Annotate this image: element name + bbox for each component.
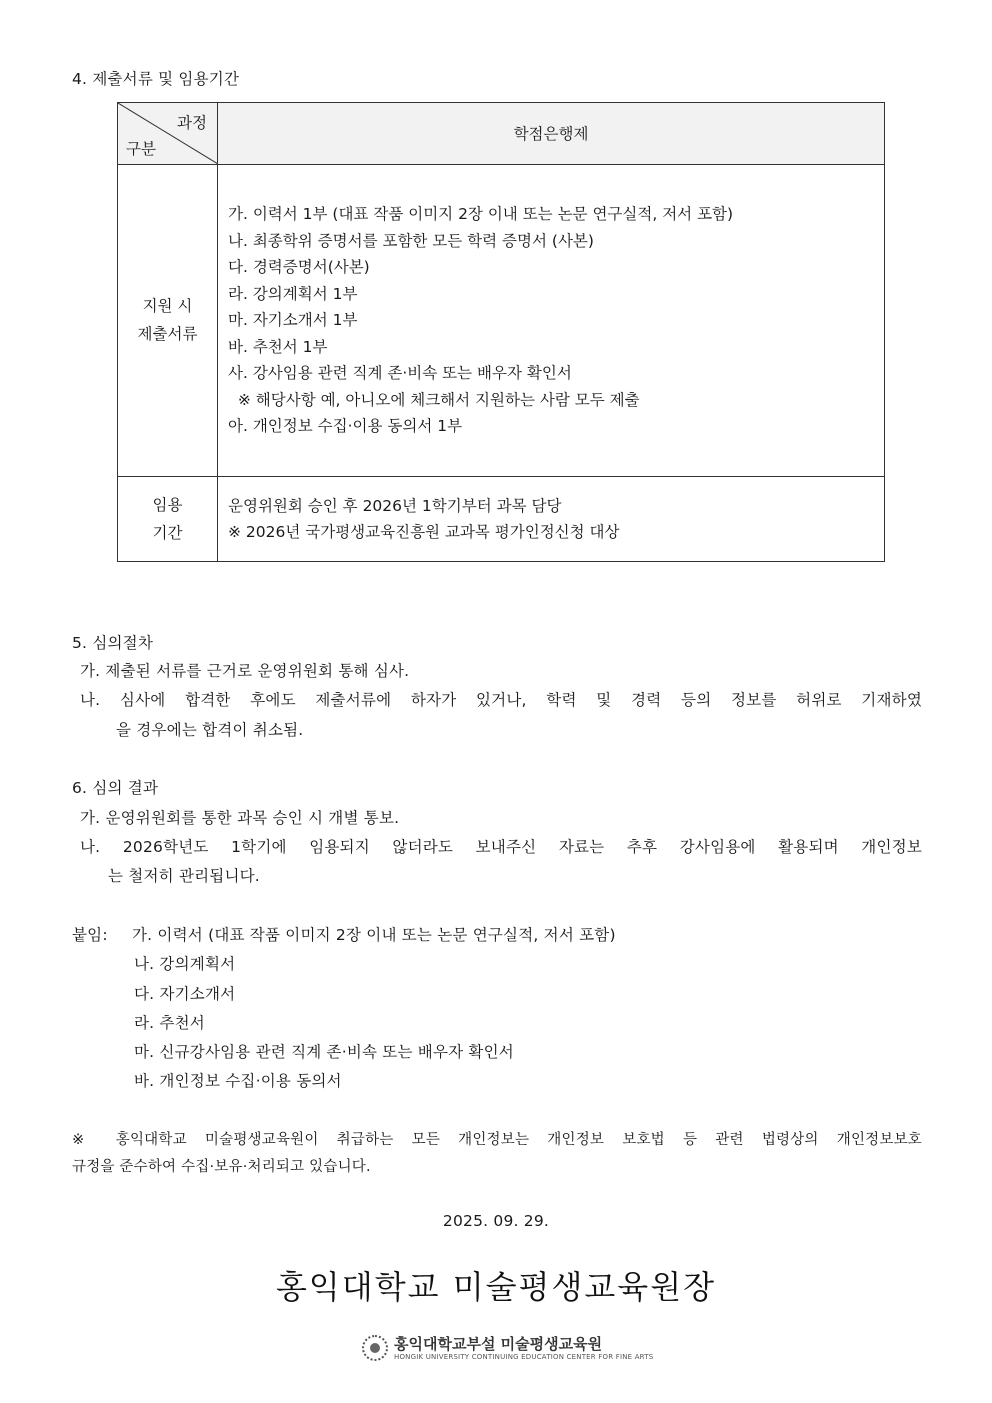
list-item: 다. 경력증명서(사본) (228, 258, 370, 276)
seal-icon (362, 1335, 388, 1361)
row-label-documents: 지원 시 제출서류 (118, 165, 218, 477)
list-item: 마. 자기소개서 1부 (228, 311, 358, 329)
document-date: 2025. 09. 29. (442, 1212, 550, 1230)
institution-logo (362, 1333, 654, 1367)
list-item: 라. 강의계획서 1부 (228, 284, 358, 303)
attachment-item: 가. 이력서 (대표 작품 이미지 2장 이내 또는 논문 연구실적, 저서 포함) (132, 926, 616, 944)
section5-title: 5. 심의절차 (72, 634, 154, 652)
row-label-period: 임용 기간 (118, 476, 218, 561)
table-row (118, 165, 885, 477)
privacy-note: ※ 홍익대학교 미술평생교육원이 취급하는 모든 개인정보는 개인정보 보호법 등 관련 법령상의 개인정보보호 (72, 1132, 922, 1148)
corner-label-category: 구분 (126, 140, 156, 158)
section5-item-a: 가. 제출된 서류를 근거로 운영위원회 통해 심사. (80, 662, 410, 680)
attachment-item: 마. 신규강사임용 관련 직계 존·비속 또는 배우자 확인서 (134, 1043, 514, 1061)
signature-title: 홍익대학교 미술평생교육원장 (275, 1268, 717, 1306)
logo-name-korean: 홍익대학교부설 미술평생교육원 (394, 1335, 603, 1353)
corner-label-course: 과정 (177, 114, 207, 132)
section6-item-b: 나. 2026학년도 1학기에 임용되지 않더라도 보내주신 자료는 추후 강사임용에 활용되며 개인정보 (80, 838, 922, 856)
requirements-table (117, 102, 885, 562)
logo-name-english: HONGIK UNIVERSITY CONTINUING EDUCATION CENTER FOR FINE ARTS (394, 1353, 654, 1361)
attachment-item: 바. 개인정보 수집·이용 동의서 (134, 1072, 342, 1090)
list-item: ※ 해당사항 예, 아니오에 체크해서 지원하는 사람 모두 제출 (228, 390, 640, 409)
attachments-label: 붙임: (72, 926, 108, 944)
list-item: 가. 이력서 1부 (대표 작품 이미지 2장 이내 또는 논문 연구실적, 저서 포함) (228, 205, 734, 223)
list-item: 운영위원회 승인 후 2026년 1학기부터 과목 담당 (228, 496, 562, 515)
list-item: 나. 최종학위 증명서를 포함한 모든 학력 증명서 (사본) (228, 231, 594, 250)
documents-list (218, 165, 885, 477)
attachment-item: 라. 추천서 (134, 1014, 205, 1032)
section6-item-a: 가. 운영위원회를 통한 과목 승인 시 개별 통보. (80, 809, 400, 827)
list-item: 사. 강사임용 관련 직계 존·비속 또는 배우자 확인서 (228, 364, 572, 382)
table-corner-cell (118, 103, 218, 165)
list-item: ※ 2026년 국가평생교육진흥원 교과목 평가인정신청 대상 (228, 522, 620, 541)
privacy-note-cont: 규정을 준수하여 수집·보유·처리되고 있습니다. (72, 1159, 371, 1175)
attachment-item: 나. 강의계획서 (134, 955, 236, 973)
section6-item-b-cont: 는 철저히 관리됩니다. (108, 867, 260, 885)
list-item: 아. 개인정보 수집·이용 동의서 1부 (228, 417, 463, 435)
section5-item-b: 나. 심사에 합격한 후에도 제출서류에 하자가 있거나, 학력 및 경력 등의 정보를 허위로 기재하였 (80, 691, 922, 709)
section6-title: 6. 심의 결과 (72, 779, 159, 797)
column-header: 학점은행제 (218, 103, 885, 165)
list-item: 바. 추천서 1부 (228, 337, 328, 356)
attachment-item: 다. 자기소개서 (134, 985, 236, 1003)
table-row (118, 476, 885, 561)
section4-title: 4. 제출서류 및 임용기간 (72, 70, 240, 88)
section5-item-b-cont: 을 경우에는 합격이 취소됨. (116, 721, 304, 739)
period-text (218, 476, 885, 561)
